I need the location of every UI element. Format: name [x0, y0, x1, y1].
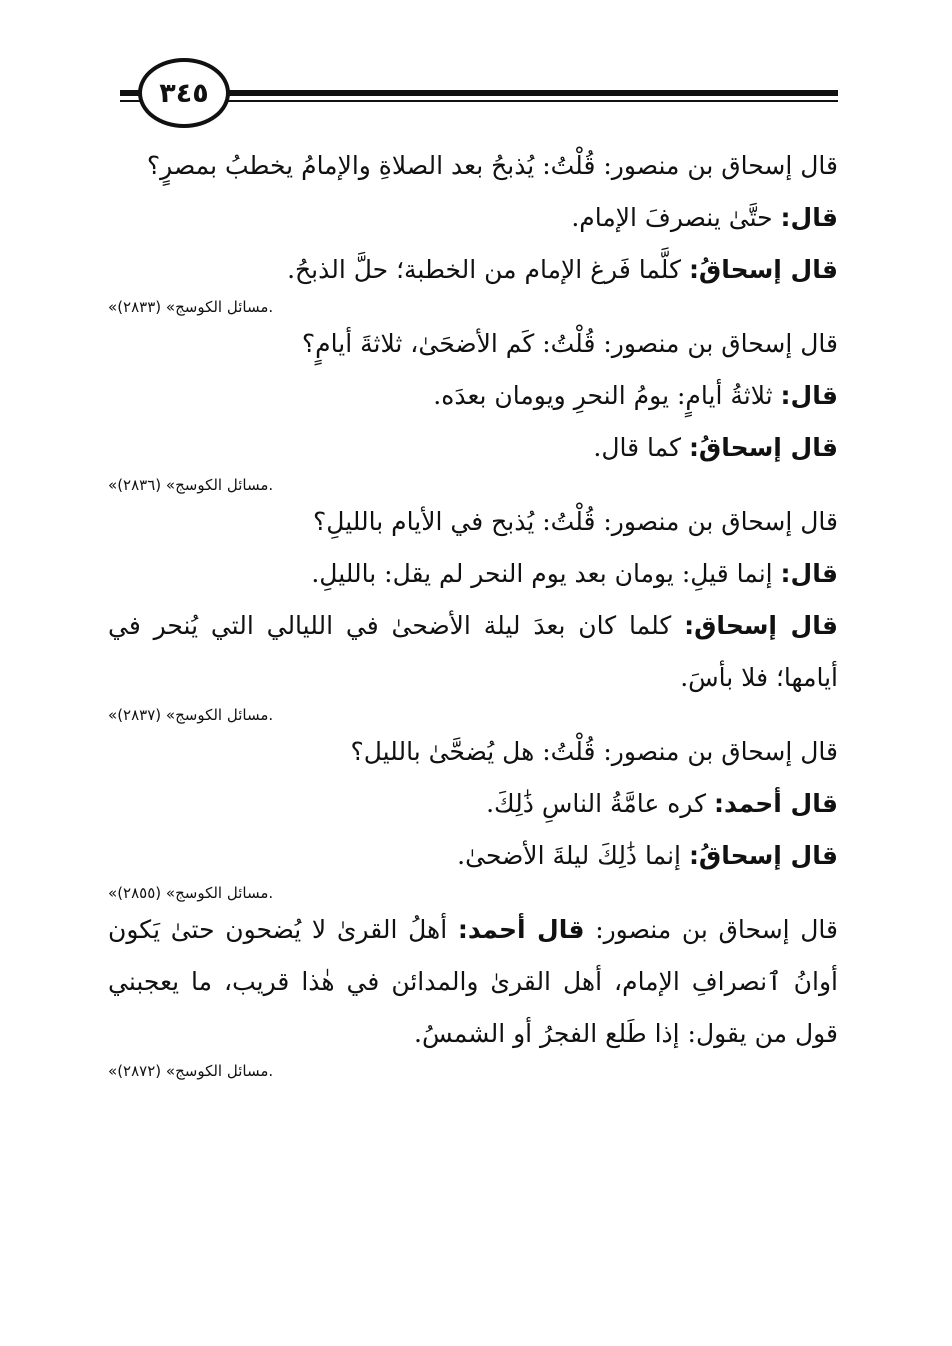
source-reference: «مسائل الكوسج» (٢٨٧٢). [108, 1062, 274, 1080]
answer-text: كلما كان بعدَ ليلة الأضحىٰ في الليالي التي يُنحر في أيامها؛ فلا بأسَ. [108, 611, 838, 692]
source-reference: «مسائل الكوسج» (٢٨٣٧). [108, 706, 274, 724]
answer-line [108, 830, 838, 882]
answer-line [108, 422, 838, 474]
speaker-label: قال: [780, 559, 838, 588]
answer-text: أهلُ القرىٰ لا يُضحون حتىٰ يَكون أوانُ ٱنصرافِ الإمام، أهل القرىٰ والمدائن في هٰذا قريب، ما يعجبني قول من يقول: إذا طَلع الفجرُ أو الشمسُ. [108, 915, 838, 1048]
answer-line [108, 778, 838, 830]
answer-text: كما قال. [593, 433, 681, 462]
question-text: قال إسحاق بن منصور: قُلْتُ: كَم الأضحَىٰ، ثلاثةَ أيامٍ؟ [301, 329, 838, 358]
answer-line [108, 192, 838, 244]
speaker-label: قال إسحاقُ: [688, 433, 838, 462]
question-line [108, 318, 838, 370]
answer-line [108, 600, 838, 704]
answer-text: كلَّما فَرغ الإمام من الخطبة؛ حلَّ الذبحُ. [287, 255, 681, 284]
question-text: قال إسحاق بن منصور: قُلْتُ: يُذبح في الأيام بالليلِ؟ [313, 507, 838, 536]
speaker-label: قال إسحاقُ: [688, 841, 838, 870]
entry [108, 726, 838, 904]
entry [108, 318, 838, 496]
source-reference: «مسائل الكوسج» (٢٨٥٥). [108, 884, 274, 902]
question-text: قال إسحاق بن منصور: قُلْتُ: هل يُضحَّىٰ بالليل؟ [350, 737, 838, 766]
answer-text: إنما قيلِ: يومان بعد يوم النحر لم يقل: بالليلِ. [311, 559, 773, 588]
speaker-label: قال: [780, 381, 838, 410]
entry [108, 904, 838, 1082]
question-text: قال إسحاق بن منصور: قُلْتُ: يُذبحُ بعد الصلاةِ والإمامُ يخطبُ بمصرٍ؟ [146, 151, 838, 180]
answer-line [108, 370, 838, 422]
answer-text: ثلاثةُ أيامٍ: يومُ النحرِ ويومان بعدَه. [433, 381, 773, 410]
entry [108, 496, 838, 726]
answer-line [108, 548, 838, 600]
answer-text: حتَّىٰ ينصرفَ الإمام. [571, 203, 773, 232]
speaker-label: قال إسحاقُ: [688, 255, 838, 284]
speaker-label: قال إسحاق: [684, 611, 839, 640]
question-line [108, 496, 838, 548]
question-line [108, 904, 838, 1060]
question-line [108, 726, 838, 778]
speaker-label: قال: [780, 203, 838, 232]
answer-text: كره عامَّةُ الناسِ ذَٰلِكَ. [486, 789, 707, 818]
speaker-label: قال أحمد: [714, 789, 838, 818]
page-number: ٣٤٥ [138, 58, 230, 128]
source-reference: «مسائل الكوسج» (٢٨٣٣). [108, 298, 274, 316]
source-reference: «مسائل الكوسج» (٢٨٣٦). [108, 476, 274, 494]
page-body [108, 140, 838, 1082]
question-text: قال إسحاق بن منصور: [595, 915, 838, 944]
question-line [108, 140, 838, 192]
answer-line [108, 244, 838, 296]
speaker-label: قال أحمد: [457, 915, 585, 944]
answer-text: إنما ذَٰلِكَ ليلةَ الأضحىٰ. [457, 841, 681, 870]
entry [108, 140, 838, 318]
